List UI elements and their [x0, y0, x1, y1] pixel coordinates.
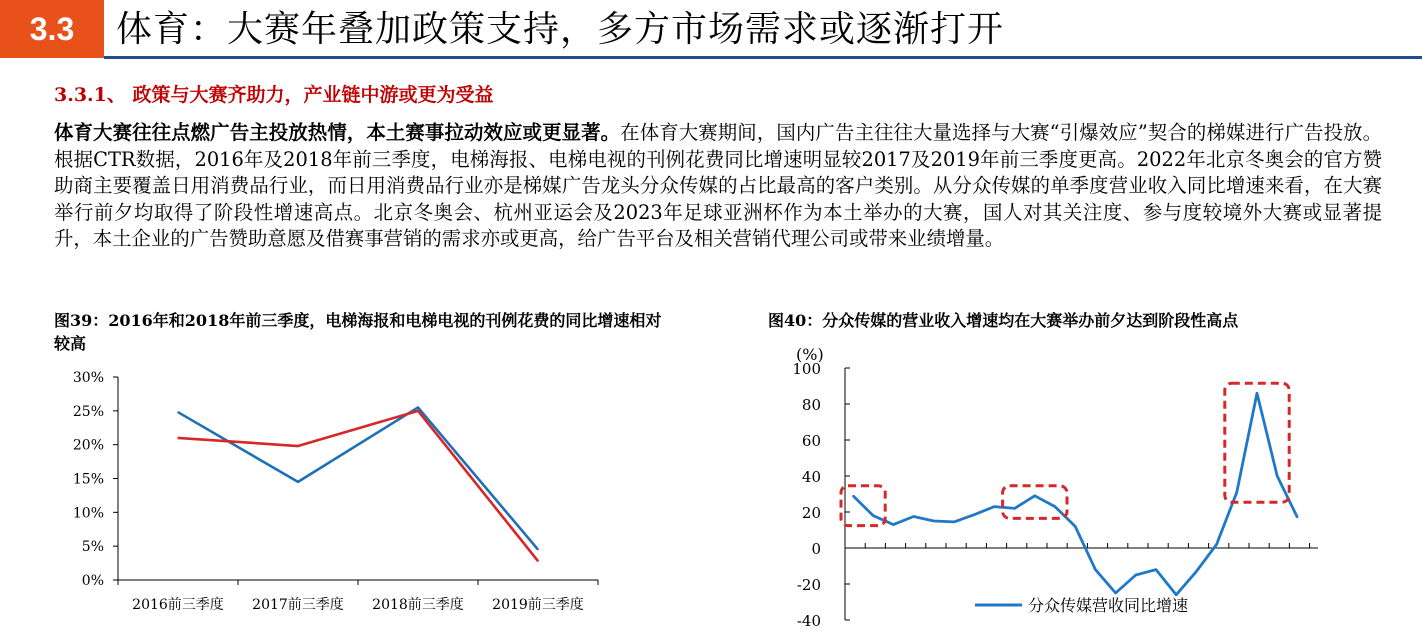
fig40-point	[893, 524, 895, 526]
fig39-y-tick-label: 0%	[81, 573, 104, 589]
fig40-point	[953, 521, 955, 523]
fig39-y-tick-label: 10%	[72, 505, 104, 522]
subsection-title: 3.3.1、 政策与大赛齐助力，产业链中游或更为受益	[54, 84, 494, 106]
fig40-point	[1034, 495, 1036, 497]
paragraph-lead: 体育大赛往往点燃广告主投放热情，本土赛事拉动效应或更显著。	[54, 121, 621, 144]
section-number-badge: 3.3	[0, 0, 104, 58]
fig40-title: 图40：分众传媒的营业收入增速均在大赛举办前夕达到阶段性高点	[768, 311, 1239, 330]
fig40-point	[994, 506, 996, 508]
fig39-y-tick-label: 20%	[72, 437, 104, 454]
fig40-point	[1297, 517, 1299, 519]
fig39-x-tick-label: 2016前三季度	[132, 597, 224, 613]
fig40-y-tick-label: 40	[801, 468, 821, 486]
fig39-y-tick-label: 30%	[72, 370, 104, 386]
fig39-x-tick-label: 2018前三季度	[372, 597, 464, 613]
fig40-point	[1135, 574, 1137, 576]
fig40-point	[1276, 475, 1278, 477]
fig39-title: 图39：2016年和2018年前三季度，电梯海报和电梯电视的刊例花费的同比增速相对较高	[54, 311, 662, 353]
fig40-point	[1095, 569, 1097, 571]
fig40-point	[852, 495, 854, 497]
fig40-y-tick-label: 0	[811, 540, 821, 558]
fig40-y-tick-label: -40	[796, 612, 821, 630]
fig40-y-unit-label: (%)	[796, 345, 824, 364]
fig39-y-tick-label: 25%	[72, 403, 104, 420]
fig40-point	[1054, 506, 1056, 508]
page-title: 体育：大赛年叠加政策支持，多方市场需求或逐渐打开	[116, 9, 1005, 50]
fig40-point	[913, 516, 915, 518]
fig40-point	[1074, 526, 1076, 528]
fig40-y-tick-label: 100	[792, 360, 821, 378]
fig40-point	[933, 520, 935, 522]
fig40-highlight-box	[1225, 383, 1289, 502]
fig40-point	[1014, 508, 1016, 510]
fig40-y-tick-label: 60	[801, 432, 821, 450]
paragraph-body: 在体育大赛期间，国内广告主往往大量选择与大赛“引爆效应”契合的梯媒进行广告投放。根据CTR数据，2016年及2018年前三季度，电梯海报、电梯电视的刊例花费同比增速明显较2017及2019年前三季度更高。2022年北京冬奥会的官方赞助商主要覆盖日用消费品行业，而日用消费品行业亦是梯媒广告龙头分众传媒的占比最高的客户类别。从分众传媒的单季度营业收入同比增速来看，在大赛举行前夕均取得了阶段性增速高点。北京冬奥会、杭州亚运会及2023年足球亚洲杯作为本土举办的大赛，国人对其关注度、参与度较境外大赛或显著提升，本土企业的广告赞助意愿及借赛事营销的需求亦或更高，给广告平台及相关营销代理公司或带来业绩增量。	[54, 121, 1383, 251]
fig40-series-line	[853, 393, 1297, 595]
fig40-point	[1196, 571, 1198, 573]
fig40-y-tick-label: 20	[801, 504, 821, 522]
fig40-point	[1236, 491, 1238, 493]
fig39-y-tick-label: 15%	[72, 471, 104, 488]
fig40-legend-label: 分众传媒营收同比增速	[1028, 596, 1189, 615]
fig40-point	[1155, 569, 1157, 571]
fig40-point	[1115, 592, 1117, 594]
fig40-point	[872, 515, 874, 517]
fig40-y-tick-label: -20	[796, 576, 821, 594]
fig39-x-tick-label: 2019前三季度	[492, 597, 584, 613]
fig40-point	[1216, 544, 1218, 546]
fig39-x-tick-label: 2017前三季度	[252, 597, 344, 613]
fig39-y-tick-label: 5%	[81, 539, 104, 556]
fig40-point	[1256, 392, 1258, 394]
fig40-y-tick-label: 80	[801, 396, 821, 414]
fig40-point	[973, 514, 975, 516]
fig40-highlight-box	[1003, 486, 1067, 519]
